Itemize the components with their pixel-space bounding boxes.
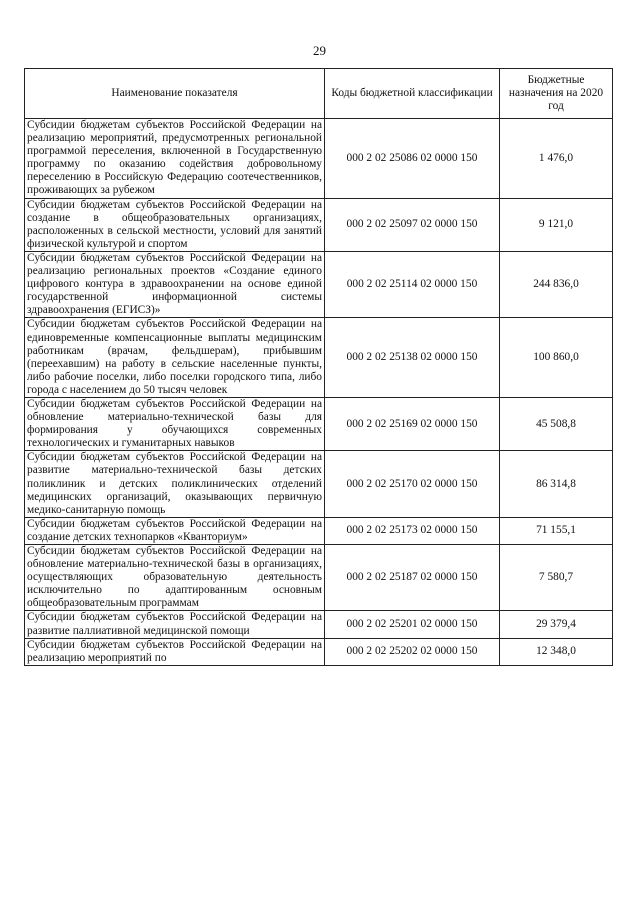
row-name: Субсидии бюджетам субъектов Российской Федерации на обновление материально-технической базы в организациях, осуществляющих образовательную деятельность исключительно по адаптированным основным общеобразовательным программам [25, 545, 325, 611]
row-amount: 45 508,8 [500, 397, 613, 450]
row-amount: 86 314,8 [500, 451, 613, 517]
row-amount: 9 121,0 [500, 198, 613, 251]
row-code: 000 2 02 25114 02 0000 150 [325, 251, 500, 317]
row-code: 000 2 02 25202 02 0000 150 [325, 638, 500, 665]
row-amount: 100 860,0 [500, 318, 613, 398]
row-code: 000 2 02 25173 02 0000 150 [325, 517, 500, 544]
table-row [25, 119, 613, 199]
table-header-row [25, 69, 613, 119]
row-name: Субсидии бюджетам субъектов Российской Федерации на обновление материально-технической базы для формирования у обучающихся современных технологических и гуманитарных навыков [25, 397, 325, 450]
row-name: Субсидии бюджетам субъектов Российской Федерации на развитие паллиативной медицинской помощи [25, 611, 325, 638]
row-code: 000 2 02 25138 02 0000 150 [325, 318, 500, 398]
row-name: Субсидии бюджетам субъектов Российской Федерации на реализацию мероприятий по [25, 638, 325, 665]
table-row [25, 517, 613, 544]
row-amount: 244 836,0 [500, 251, 613, 317]
table-row [25, 318, 613, 398]
row-amount: 7 580,7 [500, 545, 613, 611]
row-code: 000 2 02 25187 02 0000 150 [325, 545, 500, 611]
table-row [25, 638, 613, 665]
row-amount: 71 155,1 [500, 517, 613, 544]
row-amount: 12 348,0 [500, 638, 613, 665]
row-code: 000 2 02 25170 02 0000 150 [325, 451, 500, 517]
row-name: Субсидии бюджетам субъектов Российской Федерации на реализацию мероприятий, предусмотренных региональной программой переселения, включенной в Государственную программу по оказанию содействия добровольному переселению в Российскую Федерацию соотечественников, проживающих за рубежом [25, 119, 325, 199]
row-name: Субсидии бюджетам субъектов Российской Федерации на создание в общеобразовательных организациях, расположенных в сельской местности, условий для занятий физической культурой и спортом [25, 198, 325, 251]
header-code: Коды бюджетной классификации [325, 69, 500, 119]
table-row [25, 198, 613, 251]
table-row [25, 251, 613, 317]
row-code: 000 2 02 25086 02 0000 150 [325, 119, 500, 199]
table-row [25, 611, 613, 638]
row-name: Субсидии бюджетам субъектов Российской Федерации на единовременные компенсационные выплаты медицинским работникам (врачам, фельдшерам), прибывшим (переехавшим) на работу в сельские населенные пункты, либо рабочие поселки, либо поселки городского типа, либо города с населением до 50 тысяч человек [25, 318, 325, 398]
row-amount: 29 379,4 [500, 611, 613, 638]
row-name: Субсидии бюджетам субъектов Российской Федерации на реализацию региональных проектов «Создание единого цифрового контура в здравоохранении на основе единой государственной информационной системы здравоохранения (ЕГИСЗ)» [25, 251, 325, 317]
row-name: Субсидии бюджетам субъектов Российской Федерации на создание детских технопарков «Кванториум» [25, 517, 325, 544]
row-amount: 1 476,0 [500, 119, 613, 199]
row-code: 000 2 02 25097 02 0000 150 [325, 198, 500, 251]
table-viewport [24, 68, 614, 872]
header-amount: Бюджетные назначения на 2020 год [500, 69, 613, 119]
budget-table [24, 68, 613, 666]
table-row [25, 397, 613, 450]
row-name: Субсидии бюджетам субъектов Российской Федерации на развитие материально-технической базы детских поликлиник и детских поликлинических отделений медицинских организаций, оказывающих первичную медико-санитарную помощь [25, 451, 325, 517]
table-row [25, 545, 613, 611]
page-number: 29 [313, 43, 326, 58]
row-code: 000 2 02 25201 02 0000 150 [325, 611, 500, 638]
header-name: Наименование показателя [25, 69, 325, 119]
row-code: 000 2 02 25169 02 0000 150 [325, 397, 500, 450]
table-row [25, 451, 613, 517]
